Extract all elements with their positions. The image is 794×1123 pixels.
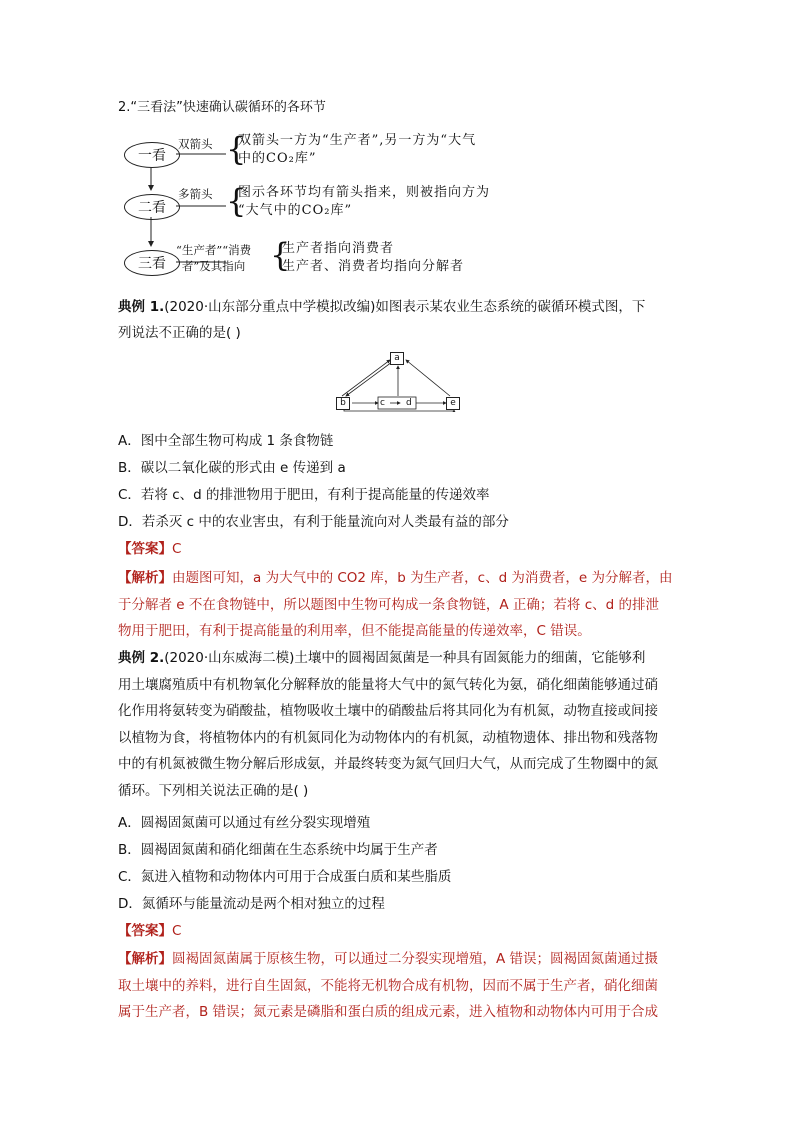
desc-third-look (282, 240, 464, 276)
example1-stem-line1 (118, 294, 694, 321)
example2-answer (118, 918, 694, 945)
answer-value: C (172, 923, 182, 939)
answer-label: 【答案】 (118, 541, 172, 557)
three-look-diagram (118, 124, 538, 284)
example2-option-a: A．圆褐固氮菌可以通过有丝分裂实现增殖 (118, 815, 371, 831)
desc-second-look (238, 184, 490, 220)
example1-option-a: A．图中全部生物可构成 1 条食物链 (118, 433, 334, 449)
desc-first-look (238, 132, 476, 168)
example1-option-d: D．若杀灭 c 中的农业害虫，有利于能量流向对人类最有益的部分 (118, 514, 509, 530)
analysis-line: 取土壤中的养料，进行自生固氮，不能将无机物合成有机物，因而不属于生产者，硝化细菌 (118, 977, 658, 994)
example2-option-c: C．氮进入植物和动物体内可用于合成蛋白质和某些脂质 (118, 869, 452, 885)
analysis-line: 属于生产者，B 错误；氮元素是磷脂和蛋白质的组成元素，进入植物和动物体内可用于合成 (118, 1004, 659, 1020)
brace-icon: { (226, 130, 247, 168)
label-line: 者”及其指向 (181, 259, 246, 273)
example1-option-b: B．碳以二氧化碳的形式由 e 传递到 a (118, 460, 346, 476)
label-line: “生产者”“消费 (176, 243, 252, 257)
analysis-label: 【解析】 (118, 570, 172, 586)
example1-analysis (118, 565, 683, 645)
node-c: c (380, 398, 385, 408)
answer-value: C (172, 541, 182, 557)
node-b: b (336, 397, 350, 410)
oval-first-look: 一看 (124, 142, 180, 168)
analysis-line: 圆褐固氮菌属于原核生物，可以通过二分裂实现增殖，A 错误；圆褐固氮菌通过摄 (172, 951, 659, 967)
stem-line: 以植物为食，将植物体内的有机氮同化为动物体内的有机氮，动植物遗体、排出物和残落物 (118, 729, 658, 746)
node-d: d (406, 398, 412, 408)
section-title: 2.“三看法”快速确认碳循环的各环节 (118, 100, 326, 115)
desc-line: 双箭头一方为“生产者”,另一方为“大气 (238, 133, 477, 148)
analysis-line: 物用于肥田，有利于提高能量的利用率，但不能提高能量的传递效率，C 错误。 (118, 623, 591, 639)
analysis-label: 【解析】 (118, 951, 172, 967)
example2-stem (118, 645, 683, 804)
stem-text: (2020·山东部分重点中学模拟改编)如图表示某农业生态系统的碳循环模式图，下 (164, 299, 646, 315)
desc-line: 图示各环节均有箭头指来，则被指向方为 (238, 185, 491, 200)
stem-line: (2020·山东威海二模)土壤中的圆褐固氮菌是一种具有固氮能力的细菌，它能够利 (164, 650, 646, 666)
carbon-cycle-diagram (330, 350, 465, 412)
example1-answer (118, 536, 694, 563)
answer-label: 【答案】 (118, 923, 172, 939)
label-multi-arrow: 多箭头 (178, 187, 213, 201)
example-title: 典例 1. (118, 299, 165, 315)
node-e: e (446, 397, 460, 410)
example2-analysis (118, 946, 683, 1026)
stem-line: 中的有机氮被微生物分解后形成氨，并最终转变为氮气回归大气，从而完成了生物圈中的氮 (118, 756, 658, 772)
example2-option-b: B．圆褐固氮菌和硝化细菌在生态系统中均属于生产者 (118, 842, 438, 858)
brace-icon: { (270, 236, 291, 274)
desc-line: “大气中的CO₂库” (238, 203, 353, 218)
desc-line: 生产者指向消费者 (282, 241, 395, 256)
label-producer-consumer (176, 242, 251, 274)
stem-line: 用土壤腐殖质中有机物氧化分解释放的能量将大气中的氮气转化为氨，硝化细菌能够通过硝 (118, 676, 658, 693)
example2-option-d: D．氮循环与能量流动是两个相对独立的过程 (118, 896, 385, 912)
label-double-arrow: 双箭头 (178, 137, 213, 151)
oval-third-look: 三看 (124, 250, 180, 276)
example-title: 典例 2. (118, 650, 165, 666)
node-a: a (390, 352, 404, 365)
desc-line: 中的CO₂库” (238, 151, 317, 166)
oval-second-look: 二看 (124, 194, 180, 220)
example1-option-c: C．若将 c、d 的排泄物用于肥田，有利于提高能量的传递效率 (118, 487, 490, 503)
example1-stem-line2: 列说法不正确的是( ) (118, 325, 241, 341)
desc-line: 生产者、消费者均指向分解者 (282, 259, 465, 274)
brace-icon: { (226, 182, 247, 220)
stem-line: 化作用将氨转变为硝酸盐，植物吸收土壤中的硝酸盐后将其同化为有机氮，动物直接或间接 (118, 703, 658, 719)
analysis-line: 由题图可知，a 为大气中的 CO2 库，b 为生产者，c、d 为消费者，e 为分解者，由 (172, 570, 673, 586)
stem-line: 循环。下列相关说法正确的是( ) (118, 782, 309, 799)
analysis-line: 于分解者 e 不在食物链中，所以题图中生物可构成一条食物链，A 正确；若将 c、d 的排泄 (118, 596, 659, 613)
